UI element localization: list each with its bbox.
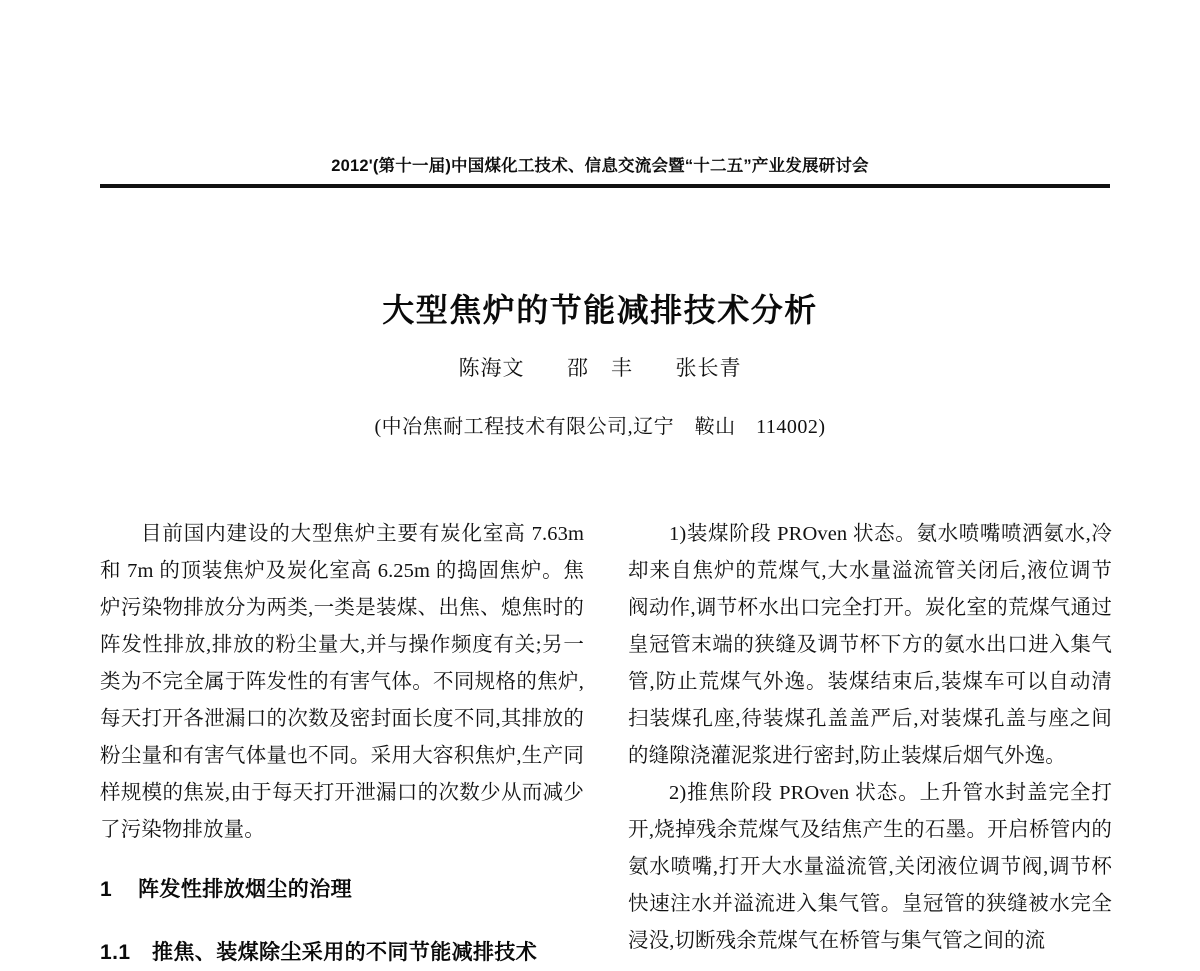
author-name-1: 陈海文 [458, 356, 525, 380]
column-left [100, 516, 584, 964]
subsection-number: 1.1 [100, 941, 131, 964]
running-head: 2012'(第十一届)中国煤化工技术、信息交流会暨“十二五”产业发展研讨会 [331, 157, 869, 175]
page-title: 大型焦炉的节能减排技术分析 [382, 292, 818, 329]
author-name-2: 邵 丰 [567, 356, 633, 380]
section-title: 阵发性排放烟尘的治理 [138, 878, 352, 901]
section-heading-1-1 [100, 934, 584, 971]
author-affiliation: (中冶焦耐工程技术有限公司,辽宁 鞍山 114002) [374, 416, 826, 438]
paragraph: 目前国内建设的大型焦炉主要有炭化室高 7.63m 和 7m 的顶装焦炉及炭化室高 6.25m 的捣固焦炉。焦炉污染物排放分为两类,一类是装煤、出焦、熄焦时的阵发性排放,排放的粉尘量大,并与操作频度有关;另一类为不完全属于阵发性的有害气体。不同规格的焦炉, 每天打开各泄漏口的次数及密封面长度不同,其排放的粉尘量和有害气体量也不同。采用大容积焦炉,生产同样规模的焦炭,由于每天打开泄漏口的次数少从而减少了污染物排放量。 [100, 523, 584, 841]
section-heading-1 [100, 871, 584, 908]
section-number: 1 [100, 878, 113, 901]
header-rule [100, 184, 1110, 188]
paragraph: 1)装煤阶段 PROven 状态。氨水喷嘴喷洒氨水,冷却来自焦炉的荒煤气,大水量溢流管关闭后,液位调节阀动作,调节杯水出口完全打开。炭化室的荒煤气通过皇冠管末端的狭缝及调节杯下方的氨水出口进入集气管,防止荒煤气外逸。装煤结束后,装煤车可以自动清扫装煤孔座,待装煤孔盖盖严后,对装煤孔盖与座之间的缝隙浇灌泥浆进行密封,防止装煤后烟气外逸。 [628, 523, 1112, 767]
author-list [0, 352, 1200, 382]
paragraph: 2)推焦阶段 PROven 状态。上升管水封盖完全打开,烧掉残余荒煤气及结焦产生的石墨。开启桥管内的氨水喷嘴,打开大水量溢流管,关闭液位调节阀,调节杯快速注水并溢流进入集气管。皇冠管的狭缝被水完全浸没,切断残余荒煤气在桥管与集气管之间的流 [628, 782, 1112, 952]
author-name-3: 张长青 [675, 356, 742, 380]
column-right [628, 516, 1112, 952]
body-columns [100, 516, 1112, 964]
subsection-title: 推焦、装煤除尘采用的不同节能减排技术 [152, 941, 538, 964]
